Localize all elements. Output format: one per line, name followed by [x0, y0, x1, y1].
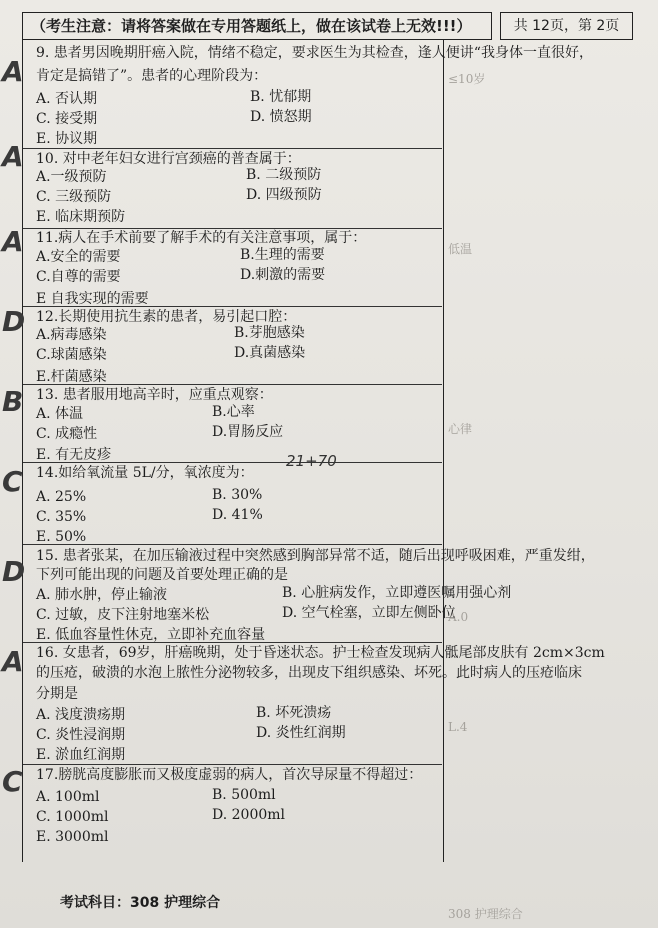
bleed-through-2: 低温	[448, 242, 473, 256]
q16-option-a: A. 浅度溃疡期	[36, 707, 126, 723]
q17-option-c: C. 1000ml	[36, 809, 109, 825]
q11-option-c: C.自尊的需要	[36, 269, 121, 285]
q11-option-a: A.安全的需要	[36, 249, 121, 265]
q9-option-b: B. 忧郁期	[250, 89, 312, 105]
q17-option-b: B. 500ml	[212, 787, 276, 803]
answer-q12: D	[2, 305, 26, 338]
exam-subject-footer: 考试科目：308 护理综合	[60, 895, 221, 911]
q14-option-b: B. 30%	[212, 487, 263, 503]
q14-stem: 14.如给氧流量 5L/分，氧浓度为：	[36, 465, 254, 481]
q11-option-b: B.生理的需要	[240, 247, 325, 263]
divider	[23, 462, 442, 463]
divider	[23, 764, 442, 765]
q10-option-e: E. 临床期预防	[36, 209, 126, 225]
q14-option-d: D. 41%	[212, 507, 263, 523]
answer-q11: A	[2, 225, 24, 258]
q16-option-b: B. 坏死溃疡	[256, 705, 332, 721]
q11-option-e: E 自我实现的需要	[36, 291, 149, 307]
q10-option-c: C. 三级预防	[36, 189, 112, 205]
q9-stem-line1: 9. 患者男因晚期肝癌入院，情绪不稳定，要求医生为其检查，逢人便讲“我身体一直很好，	[36, 45, 593, 61]
q12-stem: 12.长期使用抗生素的患者，易引起口腔：	[36, 309, 297, 325]
q9-option-a: A. 否认期	[36, 91, 98, 107]
q9-stem-line2: 肯定是搞错了”。患者的心理阶段为：	[36, 68, 268, 84]
q13-option-d: D.胃肠反应	[212, 424, 284, 440]
answer-q14: C	[2, 465, 23, 498]
q12-option-c: C.球菌感染	[36, 347, 107, 363]
answer-q17: C	[2, 765, 23, 798]
q14-option-c: C. 35%	[36, 509, 87, 525]
bleed-through-5: L.4	[448, 720, 468, 734]
bleed-through-4: A.0	[448, 610, 469, 624]
divider	[23, 148, 442, 149]
q16-stem-line2: 的压疮，破溃的水泡上脓性分泌物较多，出现皮下组织感染、坏死。此时病人的压疮临床	[36, 665, 582, 681]
q13-stem: 13. 患者服用地高辛时，应重点观察：	[36, 387, 273, 403]
q11-option-d: D.刺激的需要	[240, 267, 326, 283]
bleed-through-6: 308 护理综合	[448, 907, 523, 921]
answer-q10: A	[2, 140, 24, 173]
q17-option-a: A. 100ml	[36, 789, 100, 805]
q15-option-d: D. 空气栓塞，立即左侧卧位	[282, 605, 456, 621]
q11-stem: 11.病人在手术前要了解手术的有关注意事项，属于：	[36, 230, 367, 246]
exam-notice: （考生注意：请将答案做在专用答题纸上，做在该试卷上无效!!!）	[22, 12, 492, 40]
q9-option-c: C. 接受期	[36, 111, 98, 127]
q13-option-e: E. 有无皮疹	[36, 447, 112, 463]
q10-option-d: D. 四级预防	[246, 187, 322, 203]
bleed-through-1: ≤10岁	[448, 72, 486, 86]
answer-q15: D	[2, 555, 26, 588]
q13-option-c: C. 成瘾性	[36, 426, 98, 442]
q17-stem: 17.膀胱高度膨胀而又极度虚弱的病人，首次导尿量不得超过：	[36, 767, 423, 783]
q13-option-b: B.心率	[212, 404, 255, 420]
answer-q16: A	[2, 645, 24, 678]
handwritten-note: 21+70	[286, 452, 337, 470]
divider	[23, 384, 442, 385]
answer-q9: A	[2, 55, 24, 88]
q17-option-d: D. 2000ml	[212, 807, 286, 823]
q16-option-c: C. 炎性浸润期	[36, 727, 126, 743]
bleed-through-3: 心律	[448, 422, 473, 436]
q10-stem: 10. 对中老年妇女进行宫颈癌的普查属于：	[36, 151, 301, 167]
q15-option-b: B. 心脏病发作，立即遵医嘱用强心剂	[282, 585, 512, 601]
q10-option-b: B. 二级预防	[246, 167, 322, 183]
q13-option-a: A. 体温	[36, 406, 84, 422]
q9-option-d: D. 愤怒期	[250, 109, 312, 125]
answer-q13: B	[2, 385, 24, 418]
q12-option-d: D.真菌感染	[234, 345, 306, 361]
q16-stem-line3: 分期是	[36, 686, 78, 702]
q12-option-a: A.病毒感染	[36, 327, 107, 343]
q15-option-e: E. 低血容量性休克，立即补充血容量	[36, 627, 266, 643]
divider	[23, 306, 442, 307]
q15-stem-line1: 15. 患者张某，在加压输液过程中突然感到胸部异常不适，随后出现呼吸困难，严重发绀，	[36, 548, 595, 564]
q16-option-d: D. 炎性红润期	[256, 725, 346, 741]
q15-option-a: A. 肺水肿，停止输液	[36, 587, 168, 603]
q9-option-e: E. 协议期	[36, 131, 98, 147]
q15-option-c: C. 过敏，皮下注射地塞米松	[36, 607, 210, 623]
q14-option-e: E. 50%	[36, 529, 87, 545]
q17-option-e: E. 3000ml	[36, 829, 109, 845]
q16-stem-line1: 16. 女患者，69岁，肝癌晚期，处于昏迷状态。护士检查发现病人骶尾部皮肤有 2cm×3cm	[36, 645, 605, 661]
q16-option-e: E. 淤血红润期	[36, 747, 126, 763]
divider	[23, 544, 442, 545]
q10-option-a: A.一级预防	[36, 169, 107, 185]
page-counter: 共 12页，第 2页	[500, 12, 633, 40]
q12-option-b: B.芽胞感染	[234, 325, 305, 341]
q15-stem-line2: 下列可能出现的问题及首要处理正确的是	[36, 567, 288, 583]
divider	[23, 642, 442, 643]
q14-option-a: A. 25%	[36, 489, 87, 505]
q12-option-e: E.杆菌感染	[36, 369, 107, 385]
